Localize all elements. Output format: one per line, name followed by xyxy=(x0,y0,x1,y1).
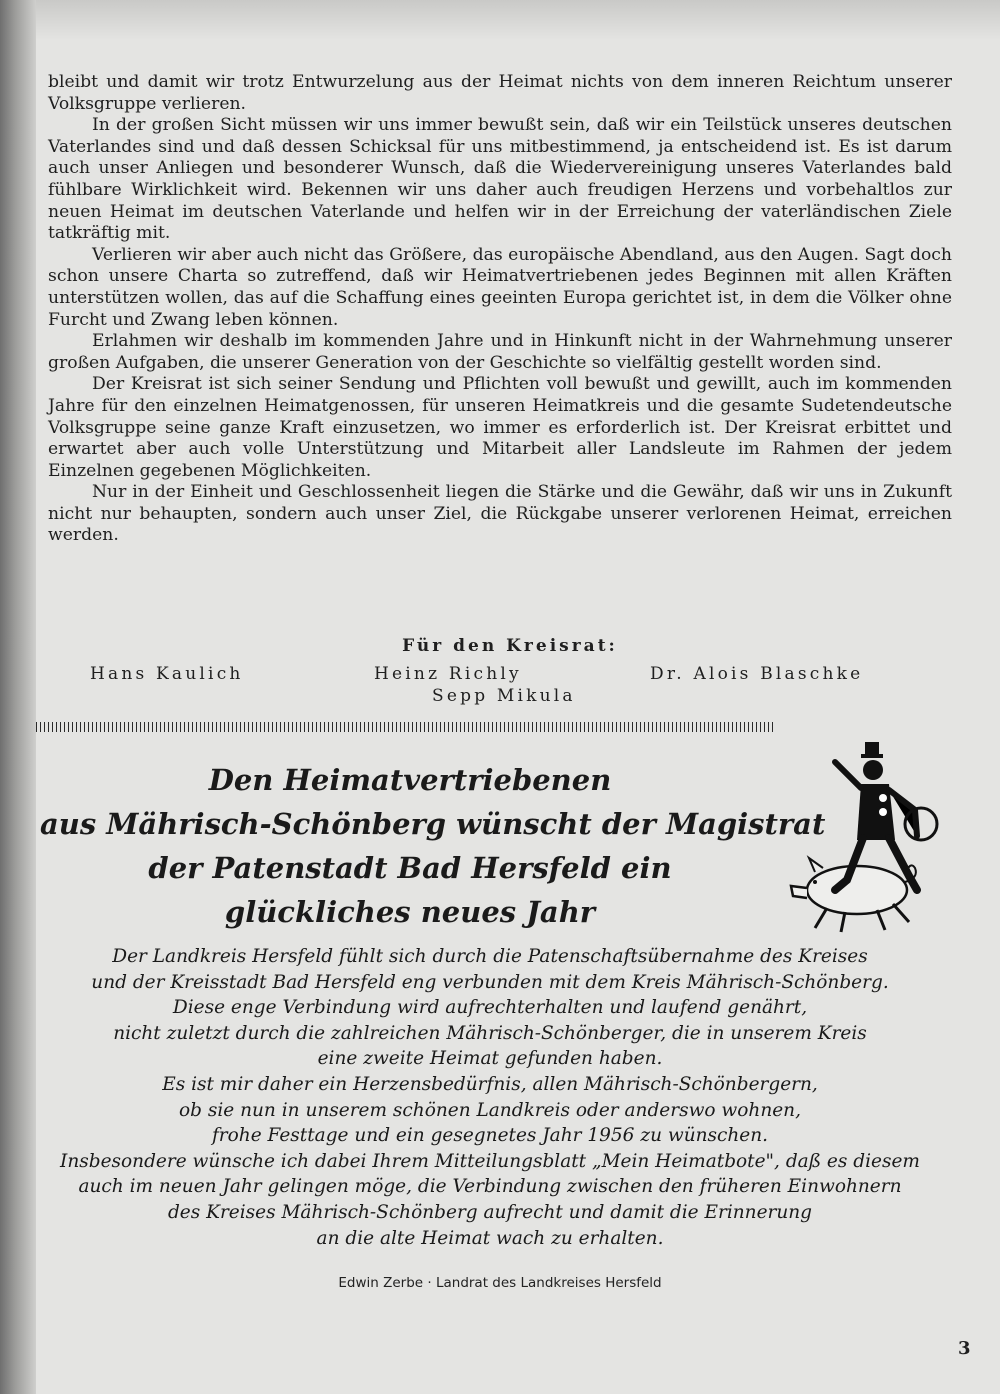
chimney-sweep-on-pig-illustration xyxy=(785,740,950,940)
body-line: auch im neuen Jahr gelingen möge, die Verbindung zwischen den früheren Einwohnern xyxy=(78,1176,902,1198)
title-line: Den Heimatvertriebenen xyxy=(208,763,612,797)
title-line: aus Mährisch-Schönberg wünscht der Magistrat xyxy=(40,807,826,841)
body-line: Insbesondere wünsche ich dabei Ihrem Mitteilungsblatt „Mein Heimatbote", daß es diesem xyxy=(60,1150,920,1172)
signature-name: Heinz Richly xyxy=(374,664,522,684)
body-line: eine zweite Heimat gefunden haben. xyxy=(317,1048,663,1070)
greeting-body xyxy=(30,944,950,1251)
body-line: des Kreises Mährisch-Schönberg aufrecht und damit die Erinnerung xyxy=(167,1201,813,1223)
paragraph: Erlahmen wir deshalb im kommenden Jahre und in Hinkunft nicht in der Wahrnehmung unserer großen Aufgaben, die unserer Generation von der Geschichte so vielfältig gestellt worden sind. xyxy=(48,331,952,373)
body-line: und der Kreisstadt Bad Hersfeld eng verbunden mit dem Kreis Mährisch-Schönberg. xyxy=(91,971,889,993)
body-line: Der Landkreis Hersfeld fühlt sich durch die Patenschaftsübernahme des Kreises xyxy=(112,946,868,967)
section-divider xyxy=(36,722,774,732)
paragraph: bleibt und damit wir trotz Entwurzelung aus der Heimat nichts von dem inneren Reichtum unserer Volksgruppe verlieren. xyxy=(48,72,952,114)
body-line: ob sie nun in unserem schönen Landkreis oder anderswo wohnen, xyxy=(179,1099,801,1121)
paragraph: Der Kreisrat ist sich seiner Sendung und Pflichten voll bewußt und gewillt, auch im kommenden Jahre für den einzelnen Heimatgenossen, für unseren Heimatkreis und die gesamte Sudetendeutsche Volksgruppe seine ganze Kraft einzusetzen, wo immer es erforderlich ist. Der Kreisrat erbittet und erwartet aber auch volle Unterstützung und Mitarbeit aller Landsleute im Rahmen der jedem Einzelnen gegebenen Möglichkeiten. xyxy=(48,374,952,481)
greeting-signature: Edwin Zerbe · Landrat des Landkreises Hersfeld xyxy=(338,1275,662,1291)
body-line: nicht zuletzt durch die zahlreichen Mährisch-Schönberger, die in unserem Kreis xyxy=(113,1022,867,1044)
signature-heading: Für den Kreisrat: xyxy=(402,636,618,656)
body-line: Diese enge Verbindung wird aufrechterhalten und laufend genährt, xyxy=(172,997,808,1019)
paragraph: In der großen Sicht müssen wir uns immer bewußt sein, daß wir ein Teilstück unseres deutschen Vaterlandes sind und daß dessen Schicksal für uns mitbestimmend, ja entscheidend ist. Es ist darum auch unser Anliegen und besonderer Wunsch, daß die Wiedervereinigung unseres Vaterlandes bald fühlbare Wirklichkeit wird. Bekennen wir uns daher auch freudigen Herzens und vorbehaltlos zur neuen Heimat im deutschen Vaterlande und helfen wir in der Erreichung der vaterländischen Ziele tatkräftig mit. xyxy=(48,115,952,244)
signature-name: Hans Kaulich xyxy=(90,664,244,684)
body-line: an die alte Heimat wach zu erhalten. xyxy=(316,1227,664,1249)
signature-name: Sepp Mikula xyxy=(432,686,576,706)
body-line: Es ist mir daher ein Herzensbedürfnis, allen Mährisch-Schönbergern, xyxy=(162,1073,818,1095)
body-line: frohe Festtage und ein gesegnetes Jahr 1956 zu wünschen. xyxy=(211,1125,769,1147)
signature-name: Dr. Alois Blaschke xyxy=(650,664,864,684)
paragraph: Nur in der Einheit und Geschlossenheit liegen die Stärke und die Gewähr, daß wir uns in Zukunft nicht nur behaupten, sondern auch unser Ziel, die Rückgabe unserer verlorenen Heimat, erreichen werden. xyxy=(48,482,952,546)
title-line: der Patenstadt Bad Hersfeld ein xyxy=(148,851,672,885)
title-line: glückliches neues Jahr xyxy=(224,895,596,929)
kreisrat-message xyxy=(48,72,952,547)
greeting-title xyxy=(40,758,826,934)
page-number: 3 xyxy=(958,1338,971,1359)
paragraph: Verlieren wir aber auch nicht das Größere, das europäische Abendland, aus den Augen. Sagt doch schon unsere Charta so zutreffend, daß wir Heimatvertriebenen jedes Beginnen mit allen Kräften unterstützen wollen, das auf die Schaffung eines geeinten Europa gerichtet ist, in dem die Völker ohne Furcht und Zwang leben können. xyxy=(48,244,952,330)
page-top-edge xyxy=(36,0,1000,40)
